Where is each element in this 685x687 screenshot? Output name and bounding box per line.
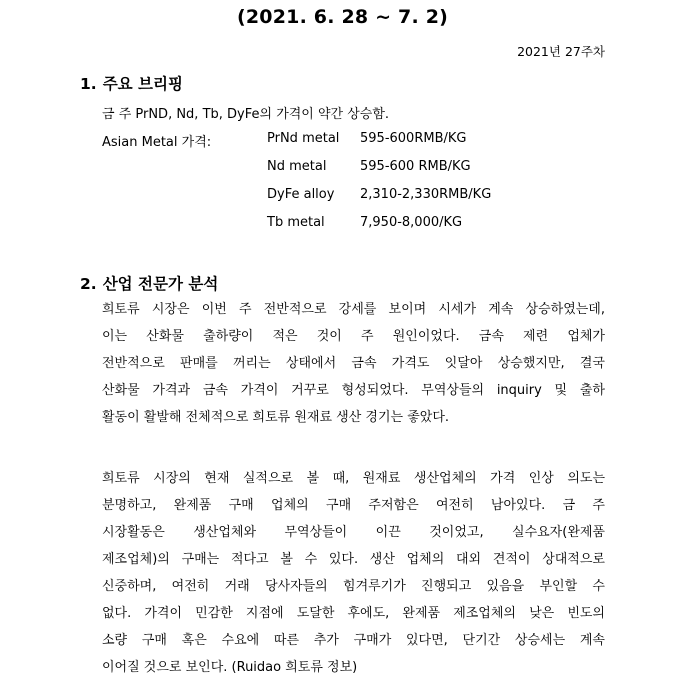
paragraph-line: 이어질 것으로 보인다. (Ruidao 희토류 정보) bbox=[102, 660, 358, 675]
metal-name: DyFe alloy bbox=[267, 187, 335, 202]
paragraph-line: 이는 산화물 출하량이 적은 것이 주 원인이었다. 금속 제련 업체가 bbox=[102, 329, 605, 344]
date-range-title: (2021. 6. 28 ~ 7. 2) bbox=[237, 6, 448, 28]
metal-price: 595-600RMB/KG bbox=[360, 131, 467, 146]
analysis-paragraph-1 bbox=[102, 296, 605, 431]
metal-price: 7,950-8,000/KG bbox=[360, 215, 463, 230]
metal-price: 2,310-2,330RMB/KG bbox=[360, 187, 492, 202]
section-2-title: 산업 전문가 분석 bbox=[102, 275, 219, 293]
paragraph-line: 산화물 가격과 금속 가격이 거꾸로 형성되었다. 무역상들의 inquiry 및 출하 bbox=[102, 383, 605, 398]
paragraph-line: 전반적으로 판매를 꺼리는 상태에서 금속 가격도 잇달아 상승했지만, 결국 bbox=[102, 356, 605, 371]
paragraph-line: 소량 구매 혹은 수요에 따른 추가 구매가 있다면, 단기간 상승세는 계속 bbox=[102, 633, 605, 648]
paragraph-line: 없다. 가격이 민감한 지점에 도달한 후에도, 완제품 제조업체의 낮은 빈도의 bbox=[102, 606, 605, 621]
metal-price: 595-600 RMB/KG bbox=[360, 159, 471, 174]
price-row bbox=[102, 187, 602, 205]
section-2-heading bbox=[80, 272, 218, 294]
analysis-paragraph-2 bbox=[102, 465, 605, 681]
paragraph-line: 신중하며, 여전히 거래 당사자들의 힘겨루기가 진행되고 있음을 부인할 수 bbox=[102, 579, 605, 594]
paragraph-line: 희토류 시장의 현재 실적으로 볼 때, 원재료 생산업체의 가격 인상 의도는 bbox=[102, 471, 605, 486]
paragraph-line: 시장활동은 생산업체와 무역상들이 이끈 것이었고, 실수요자(완제품 bbox=[102, 525, 605, 540]
metal-name: PrNd metal bbox=[267, 131, 340, 146]
paragraph-line: 제조업체)의 구매는 적다고 볼 수 있다. 생산 업체의 대외 견적이 상대적으로 bbox=[102, 552, 605, 567]
section-1-heading bbox=[80, 72, 183, 94]
briefing-summary: 금 주 PrND, Nd, Tb, DyFe의 가격이 약간 상승함. bbox=[102, 107, 390, 122]
section-1-number: 1. bbox=[80, 75, 97, 93]
week-label: 2021년 27주차 bbox=[517, 44, 605, 59]
paragraph-line: 활동이 활발해 전체적으로 희토류 원재료 생산 경기는 좋았다. bbox=[102, 410, 450, 425]
section-1-title: 주요 브리핑 bbox=[102, 75, 183, 93]
price-row bbox=[102, 131, 602, 149]
price-row bbox=[102, 215, 602, 233]
paragraph-line: 희토류 시장은 이번 주 전반적으로 강세를 보이며 시세가 계속 상승하였는데, bbox=[102, 302, 605, 317]
metal-name: Tb metal bbox=[267, 215, 325, 230]
section-2-number: 2. bbox=[80, 275, 97, 293]
price-source-label: Asian Metal 가격: bbox=[102, 135, 212, 150]
price-row bbox=[102, 159, 602, 177]
metal-name: Nd metal bbox=[267, 159, 327, 174]
paragraph-line: 분명하고, 완제품 구매 업체의 구매 주저함은 여전히 남아있다. 금 주 bbox=[102, 498, 605, 513]
